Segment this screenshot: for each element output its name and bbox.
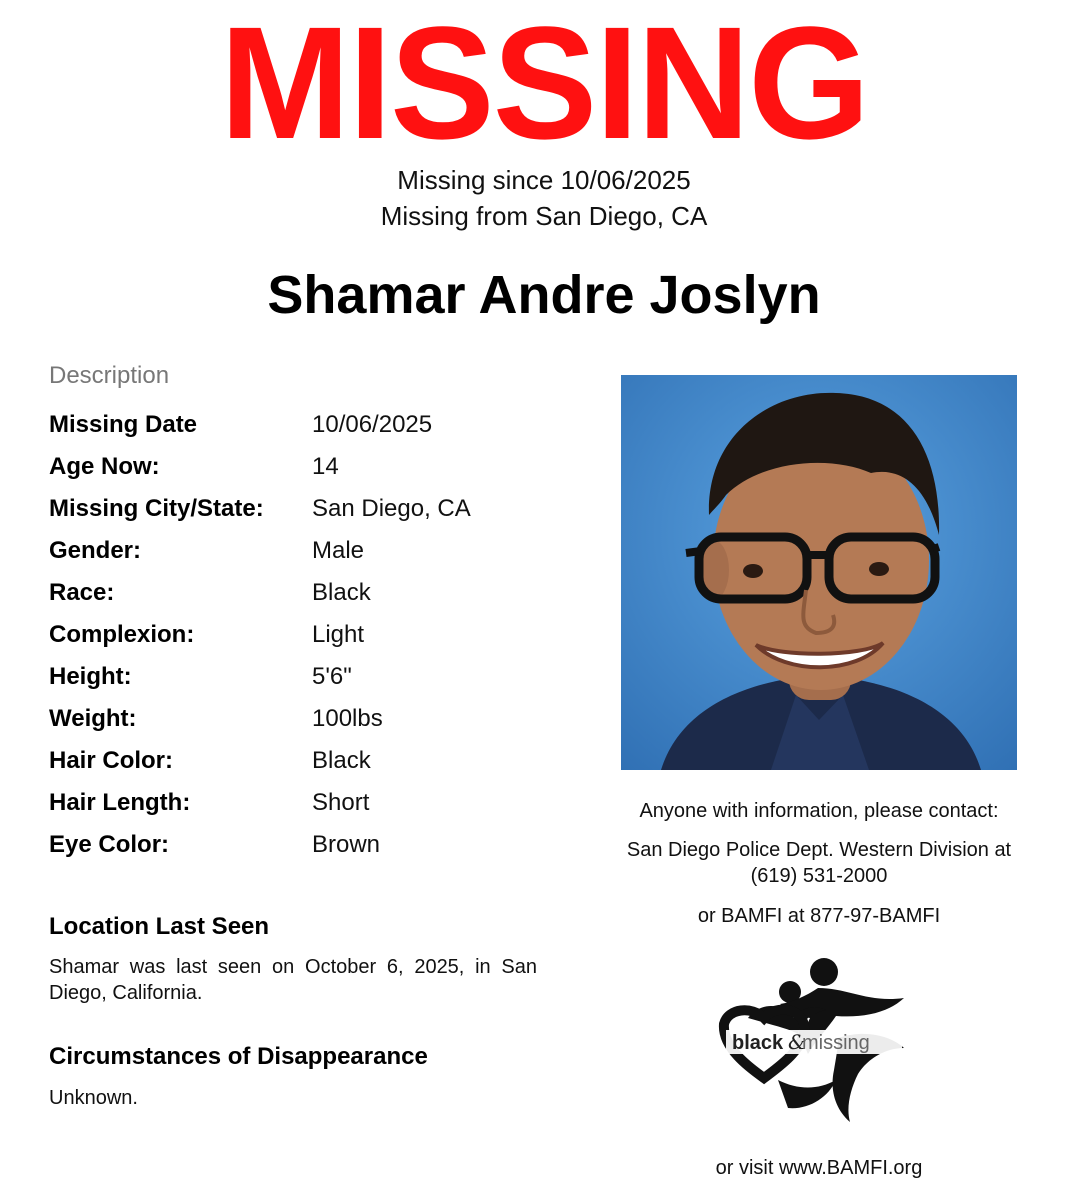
fact-row-weight: [49, 700, 569, 742]
missing-headline: MISSING: [219, 0, 869, 172]
person-photo: [621, 375, 1017, 770]
description-title: Description: [49, 362, 170, 389]
fact-row-gender: [49, 532, 569, 574]
fact-row-missing-date: [49, 406, 569, 448]
fact-row-city-state: [49, 490, 569, 532]
logo-text-amp: &: [788, 1030, 806, 1054]
person-name: Shamar Andre Joslyn: [267, 265, 821, 325]
missing-since-line: Missing since 10/06/2025: [397, 165, 691, 195]
fact-value: Black: [312, 747, 371, 774]
fact-value: 5'6": [312, 663, 352, 690]
fact-label: Missing Date: [49, 411, 198, 438]
description-facts: [49, 406, 569, 868]
missing-from-line: Missing from San Diego, CA: [380, 201, 708, 231]
fact-value: 10/06/2025: [312, 411, 433, 438]
fact-label: Eye Color:: [49, 831, 170, 858]
contact-bamfi: or BAMFI at 877-97-BAMFI: [697, 905, 941, 927]
bamfi-logo-icon: [718, 958, 918, 1124]
fact-value: 100lbs: [312, 705, 383, 732]
location-text: Shamar was last seen on October 6, 2025, in San Diego, California.: [49, 956, 537, 1004]
fact-label: Gender:: [49, 537, 142, 564]
fact-row-age: [49, 448, 569, 490]
fact-value: Male: [312, 537, 365, 564]
fact-label: Age Now:: [49, 453, 160, 480]
contact-intro: Anyone with information, please contact:: [639, 800, 999, 822]
fact-value: Short: [312, 789, 370, 816]
location-heading: Location Last Seen: [49, 913, 270, 940]
fact-row-height: [49, 658, 569, 700]
bamfi-logo: [718, 958, 918, 1124]
fact-label: Complexion:: [49, 621, 195, 648]
fact-value: Black: [312, 579, 371, 606]
fact-row-race: [49, 574, 569, 616]
circumstances-heading: Circumstances of Disappearance: [49, 1043, 428, 1070]
fact-label: Hair Color:: [49, 747, 174, 774]
fact-value: San Diego, CA: [312, 495, 471, 522]
fact-label: Race:: [49, 579, 115, 606]
contact-agency: San Diego Police Dept. Western Division at: [626, 839, 1012, 861]
fact-row-complexion: [49, 616, 569, 658]
logo-text-missing: missing: [802, 1032, 870, 1054]
fact-value: Light: [312, 621, 365, 648]
fact-row-hair-length: [49, 784, 569, 826]
logo-text-black: black: [732, 1032, 784, 1054]
fact-value: 14: [312, 453, 339, 480]
fact-label: Missing City/State:: [49, 495, 264, 522]
fact-label: Hair Length:: [49, 789, 191, 816]
fact-row-eye-color: [49, 826, 569, 868]
fact-value: Brown: [312, 831, 381, 858]
circumstances-text: Unknown.: [49, 1087, 138, 1109]
contact-phone: (619) 531-2000: [750, 865, 888, 887]
portrait-image: [621, 375, 1017, 770]
fact-label: Height:: [49, 663, 132, 690]
contact-visit: or visit www.BAMFI.org: [715, 1157, 923, 1179]
fact-row-hair-color: [49, 742, 569, 784]
fact-label: Weight:: [49, 705, 137, 732]
